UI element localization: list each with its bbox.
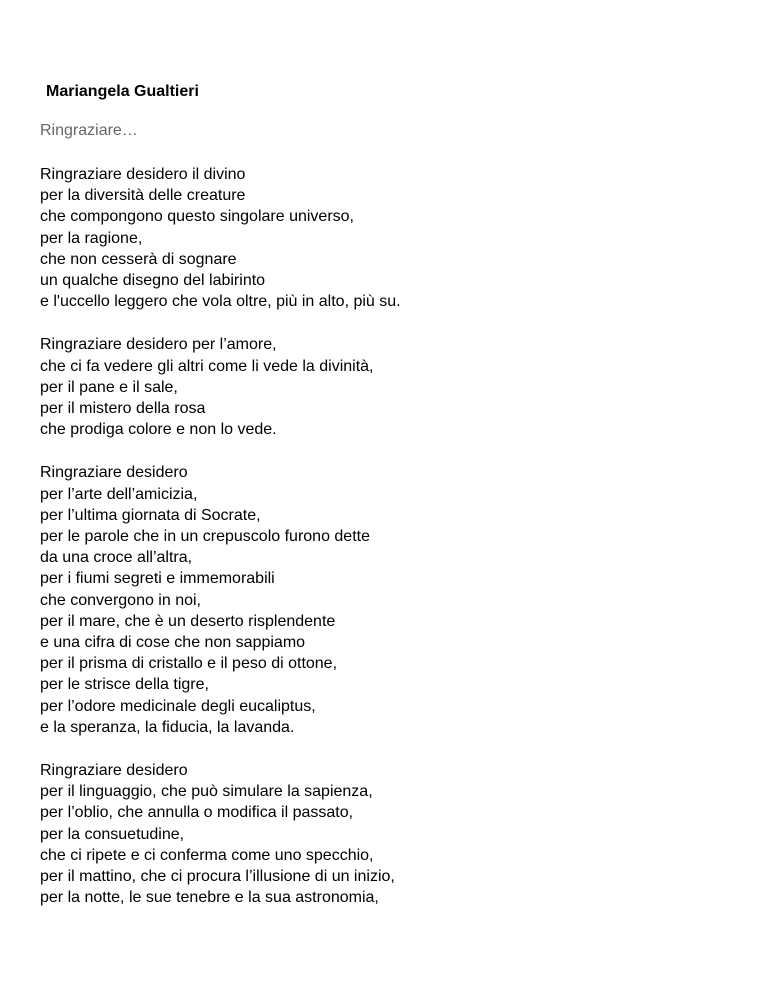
poem-line: che ci fa vedere gli altri come li vede la divinità,	[40, 357, 374, 375]
poem-line: Ringraziare desidero	[40, 762, 188, 780]
poem-line: per la consuetudine,	[40, 825, 185, 843]
stanza	[40, 164, 740, 312]
poem-line: per la notte, le sue tenebre e la sua astronomia,	[40, 889, 379, 907]
poem-line: per la ragione,	[40, 229, 143, 247]
poem-line: che non cesserà di sognare	[40, 250, 237, 268]
poem-line: Ringraziare desidero	[40, 464, 188, 482]
poem-line: per il prisma di cristallo e il peso di ottone,	[40, 655, 338, 673]
stanza	[40, 334, 740, 440]
poem-line: per i fiumi segreti e immemorabili	[40, 570, 275, 588]
poem-line: per il pane e il sale,	[40, 378, 178, 396]
poem-line: che compongono questo singolare universo,	[40, 208, 354, 226]
poem-line: per il mistero della rosa	[40, 400, 206, 418]
poem-line: che ci ripete e ci conferma come uno specchio,	[40, 846, 374, 864]
poem-line: che convergono in noi,	[40, 591, 201, 609]
poem-line: da una croce all’altra,	[40, 549, 193, 567]
poem-line: per le parole che in un crepuscolo furono dette	[40, 528, 370, 546]
author-name: Mariangela Gualtieri	[46, 83, 199, 100]
poem-line: un qualche disegno del labirinto	[40, 272, 266, 290]
poem-line: per il mattino, che ci procura l’illusione di un inizio,	[40, 868, 395, 886]
poem-line: e l'uccello leggero che vola oltre, più in alto, più su.	[40, 293, 401, 311]
poem-line: per l’arte dell’amicizia,	[40, 485, 198, 503]
poem-line: per l’odore medicinale degli eucaliptus,	[40, 697, 316, 715]
poem-line: per il mare, che è un deserto risplendente	[40, 612, 336, 630]
poem-line: che prodiga colore e non lo vede.	[40, 421, 277, 439]
poem-line: Ringraziare desidero per l’amore,	[40, 336, 277, 354]
poem-line: e una cifra di cose che non sappiamo	[40, 634, 306, 652]
poem-body	[40, 164, 740, 931]
poem-line: per le strisce della tigre,	[40, 676, 209, 694]
poem-subtitle: Ringraziare…	[40, 122, 138, 139]
stanza	[40, 760, 740, 908]
poem-line: per l’ultima giornata di Socrate,	[40, 506, 261, 524]
poem-line: per l’oblio, che annulla o modifica il passato,	[40, 804, 354, 822]
poem-line: Ringraziare desidero il divino	[40, 166, 246, 183]
stanza	[40, 462, 740, 738]
poem-line: e la speranza, la fiducia, la lavanda.	[40, 718, 295, 736]
poem-line: per il linguaggio, che può simulare la sapienza,	[40, 783, 373, 801]
poem-line: per la diversità delle creature	[40, 187, 246, 205]
